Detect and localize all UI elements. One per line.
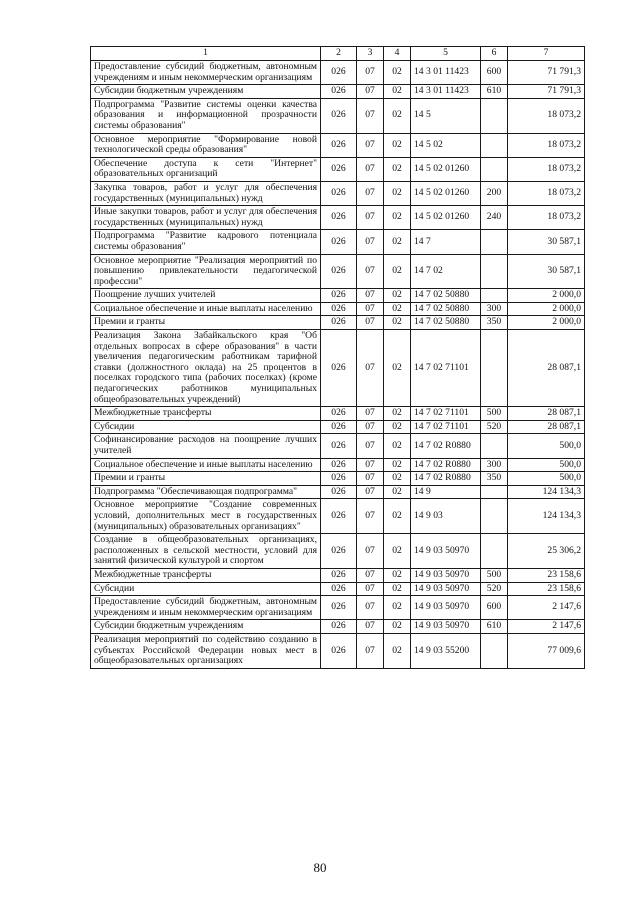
cell-pr: 02 <box>384 472 411 486</box>
cell-ved: 026 <box>321 472 357 486</box>
cell-name: Межбюджетные трансферты <box>91 568 321 582</box>
cell-pr: 02 <box>384 157 411 181</box>
cell-name: Реализация мероприятий по содействию созданию в субъектах Российской Федерации новых мест в общеобразовательных организациях <box>91 633 321 668</box>
cell-pr: 02 <box>384 230 411 254</box>
cell-vr <box>481 157 508 181</box>
cell-sum: 124 134,3 <box>508 485 585 499</box>
cell-pr: 02 <box>384 534 411 569</box>
table-row <box>91 596 585 620</box>
cell-rz: 07 <box>357 620 384 634</box>
cell-name: Создание в общеобразовательных организациях, расположенных в сельской местности, условий для занятий физической культурой и спортом <box>91 534 321 569</box>
cell-sum: 2 000,0 <box>508 289 585 303</box>
cell-vr <box>481 230 508 254</box>
cell-vr <box>481 133 508 157</box>
cell-pr: 02 <box>384 85 411 99</box>
cell-vr <box>481 534 508 569</box>
table-row <box>91 133 585 157</box>
cell-name: Премии и гранты <box>91 472 321 486</box>
cell-vr <box>481 485 508 499</box>
cell-rz: 07 <box>357 582 384 596</box>
table-row <box>91 61 585 85</box>
cell-name: Премии и гранты <box>91 316 321 330</box>
cell-ved: 026 <box>321 582 357 596</box>
cell-pr: 02 <box>384 206 411 230</box>
table-row <box>91 181 585 205</box>
cell-csr: 14 9 03 50970 <box>411 620 481 634</box>
cell-ved: 026 <box>321 458 357 472</box>
cell-ved: 026 <box>321 568 357 582</box>
cell-vr: 600 <box>481 61 508 85</box>
cell-csr: 14 9 03 50970 <box>411 534 481 569</box>
cell-vr: 350 <box>481 472 508 486</box>
header-cell-pr: 4 <box>384 47 411 61</box>
table-row <box>91 620 585 634</box>
cell-vr: 240 <box>481 206 508 230</box>
cell-pr: 02 <box>384 458 411 472</box>
cell-vr: 500 <box>481 407 508 421</box>
table-row <box>91 434 585 458</box>
cell-name: Предоставление субсидий бюджетным, автономным учреждениям и иным некоммерческим организациям <box>91 61 321 85</box>
cell-name: Субсидии бюджетным учреждениям <box>91 85 321 99</box>
cell-csr: 14 9 <box>411 485 481 499</box>
table-row <box>91 289 585 303</box>
cell-pr: 02 <box>384 568 411 582</box>
cell-sum: 23 158,6 <box>508 568 585 582</box>
table-row <box>91 330 585 407</box>
cell-pr: 02 <box>384 582 411 596</box>
cell-csr: 14 7 02 71101 <box>411 420 481 434</box>
cell-pr: 02 <box>384 302 411 316</box>
cell-pr: 02 <box>384 596 411 620</box>
cell-pr: 02 <box>384 485 411 499</box>
cell-name: Субсидии <box>91 420 321 434</box>
table-row <box>91 568 585 582</box>
cell-name: Обеспечение доступа к сети "Интернет" образовательных организаций <box>91 157 321 181</box>
cell-pr: 02 <box>384 181 411 205</box>
cell-ved: 026 <box>321 85 357 99</box>
header-cell-rz: 3 <box>357 47 384 61</box>
cell-name: Предоставление субсидий бюджетным, автономным учреждениям и иным некоммерческим организациям <box>91 596 321 620</box>
cell-ved: 026 <box>321 302 357 316</box>
cell-vr <box>481 98 508 133</box>
cell-csr: 14 5 <box>411 98 481 133</box>
cell-csr: 14 5 02 01260 <box>411 206 481 230</box>
cell-ved: 026 <box>321 330 357 407</box>
cell-vr <box>481 633 508 668</box>
table-row <box>91 485 585 499</box>
cell-sum: 2 000,0 <box>508 316 585 330</box>
cell-pr: 02 <box>384 98 411 133</box>
cell-vr <box>481 499 508 534</box>
cell-vr <box>481 289 508 303</box>
cell-rz: 07 <box>357 434 384 458</box>
cell-vr <box>481 434 508 458</box>
table-row <box>91 230 585 254</box>
cell-name: Иные закупки товаров, работ и услуг для обеспечения государственных (муниципальных) нужд <box>91 206 321 230</box>
table-row <box>91 420 585 434</box>
table-row <box>91 254 585 289</box>
cell-ved: 026 <box>321 596 357 620</box>
cell-csr: 14 9 03 <box>411 499 481 534</box>
header-cell-vr: 6 <box>481 47 508 61</box>
cell-name: Основное мероприятие "Формирование новой технологической среды образования" <box>91 133 321 157</box>
cell-csr: 14 7 02 71101 <box>411 330 481 407</box>
cell-sum: 18 073,2 <box>508 98 585 133</box>
cell-rz: 07 <box>357 568 384 582</box>
cell-vr: 610 <box>481 620 508 634</box>
cell-pr: 02 <box>384 633 411 668</box>
table-row <box>91 458 585 472</box>
cell-sum: 18 073,2 <box>508 206 585 230</box>
cell-rz: 07 <box>357 98 384 133</box>
cell-name: Субсидии бюджетным учреждениям <box>91 620 321 634</box>
cell-vr: 350 <box>481 316 508 330</box>
cell-rz: 07 <box>357 85 384 99</box>
cell-sum: 2 000,0 <box>508 302 585 316</box>
cell-sum: 28 087,1 <box>508 420 585 434</box>
header-cell-csr: 5 <box>411 47 481 61</box>
cell-name: Подпрограмма "Развитие кадрового потенциала системы образования" <box>91 230 321 254</box>
cell-csr: 14 7 02 R0880 <box>411 472 481 486</box>
cell-pr: 02 <box>384 289 411 303</box>
cell-pr: 02 <box>384 133 411 157</box>
budget-table <box>90 46 585 669</box>
cell-ved: 026 <box>321 434 357 458</box>
cell-ved: 026 <box>321 620 357 634</box>
cell-ved: 026 <box>321 157 357 181</box>
table-row <box>91 98 585 133</box>
cell-csr: 14 5 02 <box>411 133 481 157</box>
cell-name: Основное мероприятие "Создание современных условий, дополнительных мест в государственных (муниципальных) образовательных организациях" <box>91 499 321 534</box>
cell-sum: 25 306,2 <box>508 534 585 569</box>
cell-rz: 07 <box>357 289 384 303</box>
cell-name: Социальное обеспечение и иные выплаты населению <box>91 302 321 316</box>
cell-rz: 07 <box>357 157 384 181</box>
cell-ved: 026 <box>321 420 357 434</box>
cell-rz: 07 <box>357 254 384 289</box>
cell-pr: 02 <box>384 499 411 534</box>
page-number: 80 <box>313 860 327 875</box>
table-row <box>91 302 585 316</box>
cell-sum: 18 073,2 <box>508 181 585 205</box>
cell-rz: 07 <box>357 61 384 85</box>
header-cell-ved: 2 <box>321 47 357 61</box>
table-row <box>91 499 585 534</box>
cell-rz: 07 <box>357 302 384 316</box>
cell-ved: 026 <box>321 633 357 668</box>
table-header-row <box>91 47 585 61</box>
table-row <box>91 472 585 486</box>
cell-csr: 14 5 02 01260 <box>411 157 481 181</box>
cell-sum: 23 158,6 <box>508 582 585 596</box>
table-row <box>91 582 585 596</box>
cell-vr: 300 <box>481 302 508 316</box>
table-row <box>91 407 585 421</box>
cell-pr: 02 <box>384 434 411 458</box>
cell-rz: 07 <box>357 206 384 230</box>
header-cell-name: 1 <box>91 47 321 61</box>
table-row <box>91 157 585 181</box>
cell-name: Субсидии <box>91 582 321 596</box>
cell-sum: 71 791,3 <box>508 61 585 85</box>
cell-csr: 14 9 03 50970 <box>411 568 481 582</box>
cell-csr: 14 7 02 <box>411 254 481 289</box>
cell-pr: 02 <box>384 407 411 421</box>
cell-vr <box>481 330 508 407</box>
cell-ved: 026 <box>321 499 357 534</box>
cell-csr: 14 7 02 50880 <box>411 316 481 330</box>
cell-csr: 14 9 03 50970 <box>411 596 481 620</box>
cell-pr: 02 <box>384 254 411 289</box>
cell-csr: 14 7 <box>411 230 481 254</box>
cell-name: Межбюджетные трансферты <box>91 407 321 421</box>
cell-vr: 300 <box>481 458 508 472</box>
table-row <box>91 534 585 569</box>
cell-csr: 14 7 02 R0880 <box>411 458 481 472</box>
cell-ved: 026 <box>321 230 357 254</box>
table-row <box>91 633 585 668</box>
cell-pr: 02 <box>384 61 411 85</box>
header-cell-sum: 7 <box>508 47 585 61</box>
cell-vr: 200 <box>481 181 508 205</box>
cell-csr: 14 7 02 71101 <box>411 407 481 421</box>
cell-name: Подпрограмма "Обеспечивающая подпрограмма" <box>91 485 321 499</box>
cell-rz: 07 <box>357 633 384 668</box>
cell-rz: 07 <box>357 472 384 486</box>
cell-csr: 14 3 01 11423 <box>411 61 481 85</box>
cell-vr: 600 <box>481 596 508 620</box>
table-row <box>91 316 585 330</box>
cell-csr: 14 9 03 55200 <box>411 633 481 668</box>
cell-rz: 07 <box>357 534 384 569</box>
cell-sum: 500,0 <box>508 458 585 472</box>
cell-sum: 30 587,1 <box>508 254 585 289</box>
cell-ved: 026 <box>321 206 357 230</box>
cell-sum: 124 134,3 <box>508 499 585 534</box>
cell-vr: 610 <box>481 85 508 99</box>
cell-pr: 02 <box>384 316 411 330</box>
cell-rz: 07 <box>357 499 384 534</box>
cell-csr: 14 7 02 50880 <box>411 289 481 303</box>
cell-rz: 07 <box>357 485 384 499</box>
cell-sum: 2 147,6 <box>508 620 585 634</box>
cell-rz: 07 <box>357 181 384 205</box>
cell-rz: 07 <box>357 596 384 620</box>
cell-csr: 14 3 01 11423 <box>411 85 481 99</box>
cell-pr: 02 <box>384 620 411 634</box>
cell-vr: 500 <box>481 568 508 582</box>
cell-csr: 14 5 02 01260 <box>411 181 481 205</box>
cell-ved: 026 <box>321 316 357 330</box>
cell-name: Поощрение лучших учителей <box>91 289 321 303</box>
cell-sum: 500,0 <box>508 434 585 458</box>
cell-sum: 2 147,6 <box>508 596 585 620</box>
cell-vr <box>481 254 508 289</box>
cell-name: Закупка товаров, работ и услуг для обеспечения государственных (муниципальных) нужд <box>91 181 321 205</box>
table-row <box>91 206 585 230</box>
cell-rz: 07 <box>357 316 384 330</box>
cell-rz: 07 <box>357 230 384 254</box>
cell-vr: 520 <box>481 582 508 596</box>
cell-vr: 520 <box>481 420 508 434</box>
cell-ved: 026 <box>321 289 357 303</box>
cell-name: Основное мероприятие "Реализация мероприятий по повышению привлекательности педагогической профессии" <box>91 254 321 289</box>
table-row <box>91 85 585 99</box>
cell-csr: 14 7 02 R0880 <box>411 434 481 458</box>
cell-sum: 30 587,1 <box>508 230 585 254</box>
cell-sum: 71 791,3 <box>508 85 585 99</box>
cell-sum: 28 087,1 <box>508 330 585 407</box>
cell-rz: 07 <box>357 407 384 421</box>
cell-rz: 07 <box>357 458 384 472</box>
cell-name: Реализация Закона Забайкальского края "Об отдельных вопросах в сфере образования" в части увеличения педагогическим работникам тарифной ставки (должностного оклада) на 25 процентов в поселках городского типа (рабочих поселках) (кроме педагогических работников муниципальных общеобразовательных учреждений) <box>91 330 321 407</box>
cell-name: Софинансирование расходов на поощрение лучших учителей <box>91 434 321 458</box>
cell-ved: 026 <box>321 181 357 205</box>
cell-sum: 28 087,1 <box>508 407 585 421</box>
cell-name: Социальное обеспечение и иные выплаты населению <box>91 458 321 472</box>
cell-rz: 07 <box>357 330 384 407</box>
cell-ved: 026 <box>321 254 357 289</box>
cell-ved: 026 <box>321 98 357 133</box>
cell-sum: 77 009,6 <box>508 633 585 668</box>
cell-pr: 02 <box>384 420 411 434</box>
cell-rz: 07 <box>357 420 384 434</box>
cell-rz: 07 <box>357 133 384 157</box>
cell-ved: 026 <box>321 133 357 157</box>
cell-name: Подпрограмма "Развитие системы оценки качества образования и информационной прозрачности системы образования" <box>91 98 321 133</box>
cell-pr: 02 <box>384 330 411 407</box>
cell-csr: 14 7 02 50880 <box>411 302 481 316</box>
cell-ved: 026 <box>321 61 357 85</box>
cell-ved: 026 <box>321 407 357 421</box>
cell-csr: 14 9 03 50970 <box>411 582 481 596</box>
cell-ved: 026 <box>321 534 357 569</box>
cell-sum: 18 073,2 <box>508 133 585 157</box>
cell-ved: 026 <box>321 485 357 499</box>
cell-sum: 18 073,2 <box>508 157 585 181</box>
cell-sum: 500,0 <box>508 472 585 486</box>
